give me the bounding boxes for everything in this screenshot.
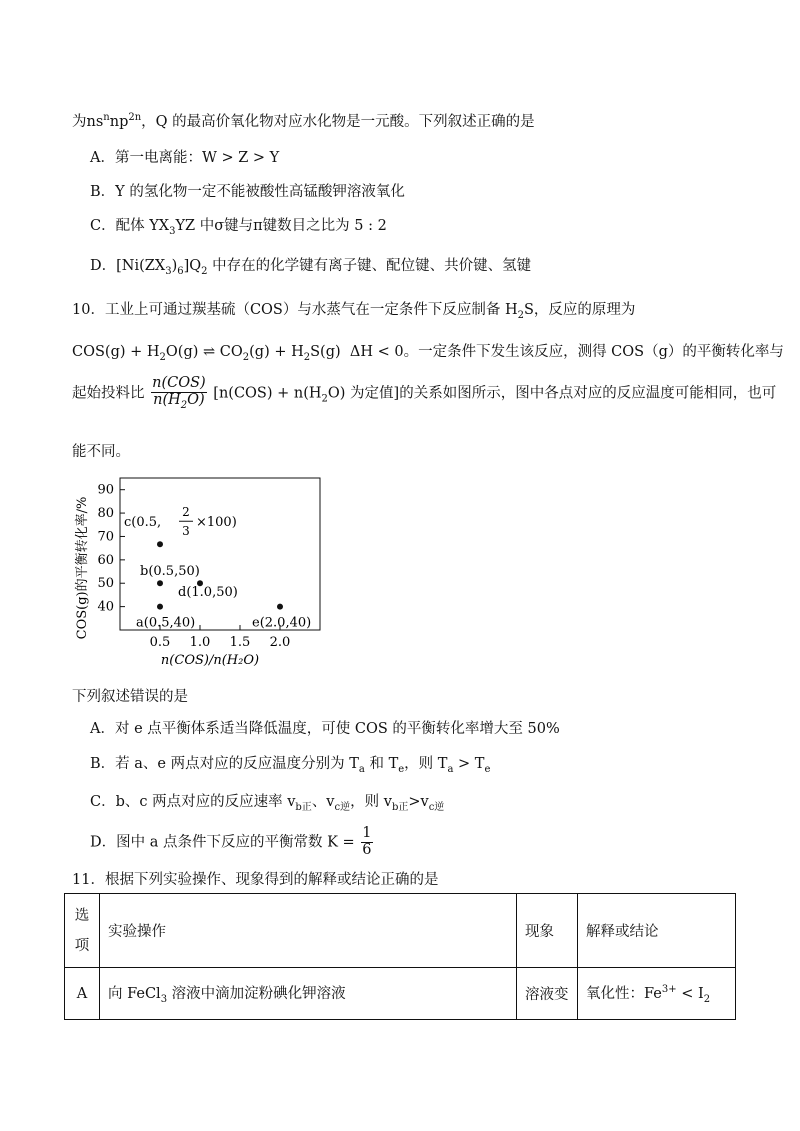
chart-xlabel: n(COS)/n(H₂O)	[160, 653, 260, 668]
chart-ylabel: COS(g)的平衡转化率/%	[75, 496, 90, 640]
row-conclusion: 氧化性：$Fe^{3+} < I_2$	[578, 968, 736, 1020]
y-tick-label: 40	[97, 599, 114, 615]
q10-option-d: D．图中 a 点条件下反应的平衡常数 K = $\frac{1}{6}$	[90, 825, 372, 858]
c-frac-den: 3	[182, 524, 190, 539]
x-tick-label: 2.0	[269, 635, 291, 650]
point-label-b: b(0.5,50)	[140, 564, 200, 580]
experiment-table	[64, 893, 736, 1020]
q10-line3: 起始投料比 $\frac{\text{n(COS)}}{n(H_2O)}$ [$n(COS) + n(H_2O)$ 为定值]的关系如图所示，图中各点对应的反应温度可能相同，也可	[72, 375, 777, 411]
q10-option-c: C．b、c 两点对应的反应速率 $v_{b正}$、$v_{c逆}$，则 $v_{b正}>v_{c逆}$	[90, 794, 445, 813]
plot-frame	[120, 478, 320, 630]
table-header-row	[65, 894, 736, 968]
q10-option-b: B．若 a、e 两点对应的反应温度分别为 $T_a$ 和 $T_e$，则 $T_a > T_e$	[90, 756, 491, 775]
intro-line: 为$ns^nnp^{2n}$，Q 的最高价氧化物对应水化物是一元酸。下列叙述正确的是	[72, 112, 535, 130]
header-conclusion: 解释或结论	[578, 894, 736, 968]
y-tick-label: 50	[97, 576, 114, 592]
q9-option-b: B．Y 的氢化物一定不能被酸性高锰酸钾溶液氧化	[90, 184, 405, 200]
point-label-d: d(1.0,50)	[178, 585, 238, 601]
q10-option-a: A．对 e 点平衡体系适当降低温度，可使 COS 的平衡转化率增大至 50%	[90, 721, 560, 737]
q10-line1: 10．工业上可通过羰基硫（COS）与水蒸气在一定条件下反应制备 $H_2S$，反应的原理为	[72, 302, 636, 321]
feed-ratio-fraction: $\frac{\text{n(COS)}}{n(H_2O)}$	[152, 375, 206, 411]
point-label-a: a(0.5,40)	[136, 615, 196, 631]
row-option: A	[65, 968, 100, 1020]
x-tick-label: 1.5	[229, 635, 251, 650]
c-label-tail: ×100)	[196, 515, 237, 531]
q11-stem: 11．根据下列实验操作、现象得到的解释或结论正确的是	[72, 872, 439, 888]
point-a	[157, 604, 163, 610]
y-tick-label: 60	[97, 552, 114, 568]
row-phenomenon: 溶液变	[517, 968, 578, 1020]
q9-option-c: C．配体 $YX_3YZ$ 中σ键与π键数目之比为 5 : 2	[90, 218, 387, 237]
point-c	[157, 541, 163, 547]
point-e	[277, 604, 283, 610]
point-label-c: c(0.5,	[124, 515, 162, 531]
q9-option-a: A．第一电离能：W > Z > Y	[90, 150, 280, 166]
header-phenomenon: 现象	[517, 894, 578, 968]
y-tick-label: 90	[97, 482, 114, 498]
q9-option-d: D．$[Ni(ZX_3)_6]Q_2$ 中存在的化学键有离子键、配位键、共价键、氢键	[90, 258, 532, 277]
header-operation: 实验操作	[100, 894, 517, 968]
table-row	[65, 968, 736, 1020]
point-label-e: e(2.0,40)	[252, 615, 312, 631]
header-option: 选 项	[65, 894, 100, 968]
x-tick-label: 0.5	[149, 635, 171, 650]
q10-line4: 能不同。	[72, 444, 130, 460]
row-operation: 向 FeCl$_3$ 溶液中滴加淀粉碘化钾溶液	[100, 968, 517, 1020]
x-tick-label: 1.0	[189, 635, 211, 650]
y-tick-label: 80	[97, 506, 114, 522]
point-b	[157, 580, 163, 586]
y-tick-label: 70	[97, 529, 114, 545]
conversion-chart	[70, 470, 330, 670]
q10-stem2: 下列叙述错误的是	[72, 689, 188, 705]
q10-equation: $COS(g) + H_2O(g)$ ⇌ $CO_2(g) + H_2S(g) \Delta H < 0$。一定条件下发生该反应，测得 COS（g）的平衡转化率与	[72, 344, 784, 363]
c-frac-num: 2	[182, 505, 190, 520]
k-fraction: $\frac{1}{6}$	[362, 825, 372, 858]
